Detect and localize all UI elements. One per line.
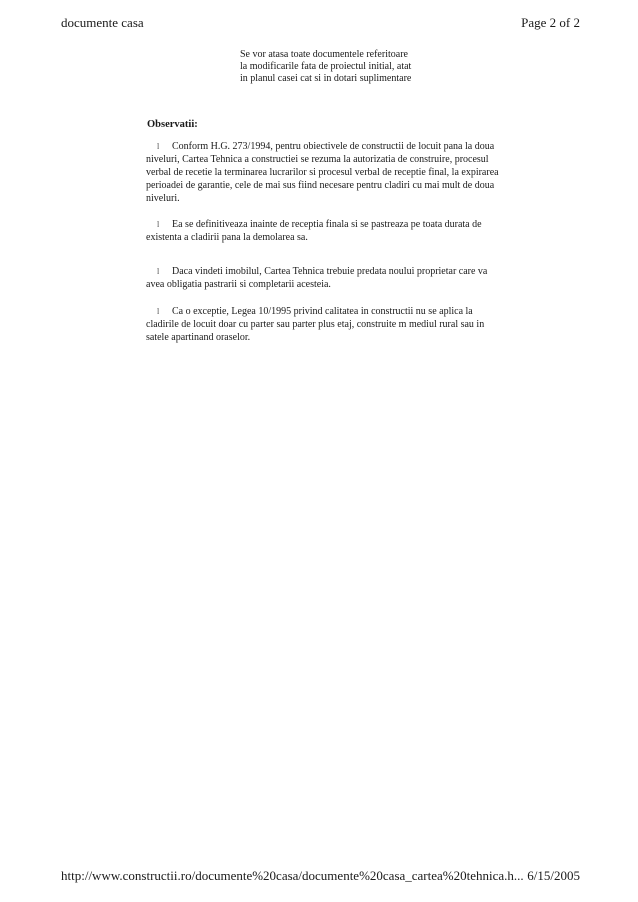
observation-line: satele apartinand oraselor. — [146, 332, 251, 343]
bullet-icon: l — [157, 307, 160, 316]
observation-line: Ea se definitiveaza inainte de receptia finala si se pastreaza pe toata durata de — [172, 219, 482, 230]
page-number: Page 2 of 2 — [521, 15, 580, 30]
bullet-icon: l — [157, 142, 160, 151]
page-header-title: documente casa — [61, 15, 144, 30]
observation-line: existenta a cladirii pana la demolarea sa. — [146, 232, 308, 243]
observation-item — [146, 140, 518, 205]
observations-heading: Observatii: — [147, 119, 198, 130]
observation-line: Ca o exceptie, Legea 10/1995 privind calitatea in constructii nu se aplica la — [172, 306, 473, 317]
intro-line: Se vor atasa toate documentele referitoare — [240, 49, 408, 60]
observation-line: Daca vindeti imobilul, Cartea Tehnica trebuie predata noului proprietar care va — [172, 266, 488, 277]
intro-line: la modificarile fata de proiectul initial, atat — [240, 61, 412, 72]
observation-line: verbal de recetie la terminarea lucrarilor si procesul verbal de receptie final, la expirarea — [146, 167, 499, 178]
bullet-icon: l — [157, 220, 160, 229]
observation-item — [146, 218, 518, 244]
source-url: http://www.constructii.ro/documente%20casa/documente%20casa_cartea%20tehnica.h... — [61, 868, 524, 883]
observation-line: niveluri, Cartea Tehnica a constructiei se rezuma la autorizatia de construire, procesul — [146, 154, 489, 165]
intro-note — [240, 49, 480, 85]
observation-line: perioadei de garantie, cele de mai sus fiind necesare pentru cladiri cu mai mult de doua — [146, 180, 495, 191]
print-date: 6/15/2005 — [527, 868, 580, 883]
bullet-icon: l — [157, 267, 160, 276]
observation-line: niveluri. — [146, 193, 180, 204]
intro-line: in planul casei cat si in dotari suplimentare — [240, 73, 412, 84]
observation-item — [146, 305, 518, 344]
observation-item — [146, 265, 518, 291]
observation-line: cladirile de locuit doar cu parter sau parter plus etaj, construite m mediul rural sau in — [146, 319, 485, 330]
observation-line: avea obligatia pastrarii si completarii acesteia. — [146, 279, 331, 290]
observation-line: Conform H.G. 273/1994, pentru obiectivele de constructii de locuit pana la doua — [172, 141, 495, 152]
